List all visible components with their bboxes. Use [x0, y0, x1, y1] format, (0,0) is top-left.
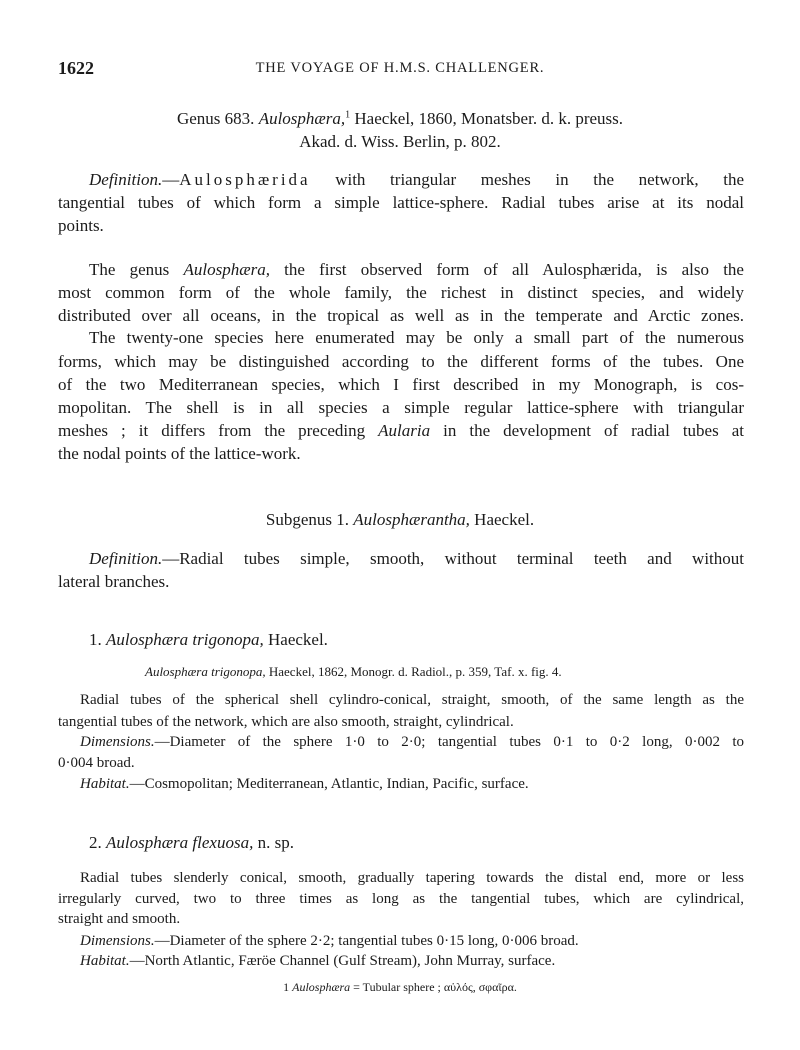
- species-number: 2.: [89, 833, 106, 852]
- definition-line1: [89, 170, 744, 190]
- text: meshes ; it differs from the preceding: [58, 421, 379, 440]
- dimensions-label: Dimensions.: [80, 734, 155, 750]
- footnote: [0, 980, 800, 995]
- dimensions-text: —Diameter of the sphere 2·2; tangential tubes 0·15 long, 0·006 broad.: [154, 933, 579, 949]
- para2-line1: The twenty-one species here enumerated may be only a small part of the numerous: [89, 328, 744, 347]
- text: in the development of radial tubes at: [430, 421, 744, 440]
- para1-line1: [89, 260, 744, 280]
- habitat-label: Habitat.: [80, 953, 130, 969]
- para2-line2: forms, which may be distinguished according to the different forms of the tubes. One: [58, 352, 744, 371]
- species1-dimensions-line2: 0·004 broad.: [58, 755, 135, 771]
- subgenus-heading: [0, 510, 800, 530]
- dimensions-text: —Diameter of the sphere 1·0 to 2·0; tangential tubes 0·1 to 0·2 long, 0·002 to: [154, 734, 744, 750]
- genus-name: Aulosphæra: [292, 980, 351, 994]
- para2-line6: the nodal points of the lattice-work.: [58, 444, 301, 463]
- dash: —: [162, 170, 180, 189]
- definition-label: Definition.: [89, 549, 163, 568]
- genus-heading-line2: Akad. d. Wiss. Berlin, p. 802.: [299, 132, 501, 151]
- footnote-mark: 1: [283, 980, 293, 994]
- species2-desc-line2: irregularly curved, two to three times as long as the tangential tubes, which are cylindrical,: [58, 891, 744, 907]
- habitat-text: —North Atlantic, Færöe Channel (Gulf Stream), John Murray, surface.: [129, 953, 556, 969]
- species-number: 1.: [89, 630, 106, 649]
- species1-desc-line1: Radial tubes of the spherical shell cylindro-conical, straight, smooth, of the same length as the: [80, 692, 744, 708]
- species2-dimensions: [80, 933, 579, 950]
- subgenus-definition-line2: lateral branches.: [58, 572, 170, 591]
- species1-heading: [89, 630, 328, 650]
- para1-line2: most common form of the whole family, the richest in distinct species, and widely: [58, 283, 744, 302]
- species-name: Aulosphæra trigonopa,: [145, 664, 266, 679]
- species2-desc-line3: straight and smooth.: [58, 911, 181, 927]
- species1-reference: [145, 664, 562, 680]
- species1-dimensions-line1: [80, 734, 744, 751]
- definition-text: with triangular meshes in the network, the: [310, 170, 744, 189]
- genus-heading-line1: [0, 109, 800, 129]
- definition-line3: points.: [58, 216, 104, 235]
- genus-citation: Haeckel, 1860, Monatsber. d. k. preuss.: [350, 109, 624, 128]
- page-number: 1622: [58, 58, 94, 78]
- genus-name: Aulosphæra,: [183, 260, 270, 279]
- genus-name: Aularia: [378, 421, 431, 440]
- habitat-label: Habitat.: [80, 776, 130, 792]
- footnote-text: = Tubular sphere ; αὐλός, σφαῖρα.: [350, 980, 517, 994]
- footnote-ref: 1: [345, 109, 351, 121]
- citation: Haeckel, 1862, Monogr. d. Radiol., p. 359, Taf. x. fig. 4.: [265, 664, 562, 679]
- author: n. sp.: [253, 833, 294, 852]
- definition-line2: tangential tubes of which form a simple lattice-sphere. Radial tubes arise at its nodal: [58, 193, 744, 212]
- subgenus-label: Subgenus 1.: [265, 510, 354, 529]
- species1-desc-line2: tangential tubes of the network, which are also smooth, straight, cylindrical.: [58, 714, 514, 730]
- para2-line4: mopolitan. The shell is in all species a simple regular lattice-sphere with triangular: [58, 398, 744, 417]
- genus-label: Genus 683.: [176, 109, 259, 128]
- genus-name: Aulosphæra,: [258, 109, 346, 128]
- text: The genus: [89, 260, 184, 279]
- para1-line3: distributed over all oceans, in the tropical as well as in the temperate and Arctic zones.: [58, 306, 744, 325]
- species-name: Aulosphæra trigonopa,: [106, 630, 264, 649]
- definition-text: —Radial tubes simple, smooth, without terminal teeth and without: [162, 549, 744, 568]
- definition-label: Definition.: [89, 170, 163, 189]
- dimensions-label: Dimensions.: [80, 933, 155, 949]
- author: Haeckel.: [263, 630, 328, 649]
- species-name: Aulosphæra flexuosa,: [106, 833, 254, 852]
- text: the first observed form of all Aulosphærida, is also the: [269, 260, 744, 279]
- species1-habitat: [80, 776, 529, 793]
- species2-heading: [89, 833, 294, 853]
- spaced-term: Aulosphærida: [179, 170, 311, 189]
- para2-line5: [58, 421, 744, 441]
- subgenus-name: Aulosphærantha,: [353, 510, 470, 529]
- running-title: THE VOYAGE OF H.M.S. CHALLENGER.: [255, 60, 545, 76]
- species2-desc-line1: Radial tubes slenderly conical, smooth, gradually tapering towards the distal end, more or less: [80, 870, 744, 886]
- species2-habitat: [80, 953, 555, 970]
- para2-line3: of the two Mediterranean species, which I first described in my Monograph, is cos-: [58, 375, 744, 394]
- subgenus-definition-line1: [89, 549, 744, 569]
- habitat-text: —Cosmopolitan; Mediterranean, Atlantic, Indian, Pacific, surface.: [129, 776, 529, 792]
- author: Haeckel.: [469, 510, 535, 529]
